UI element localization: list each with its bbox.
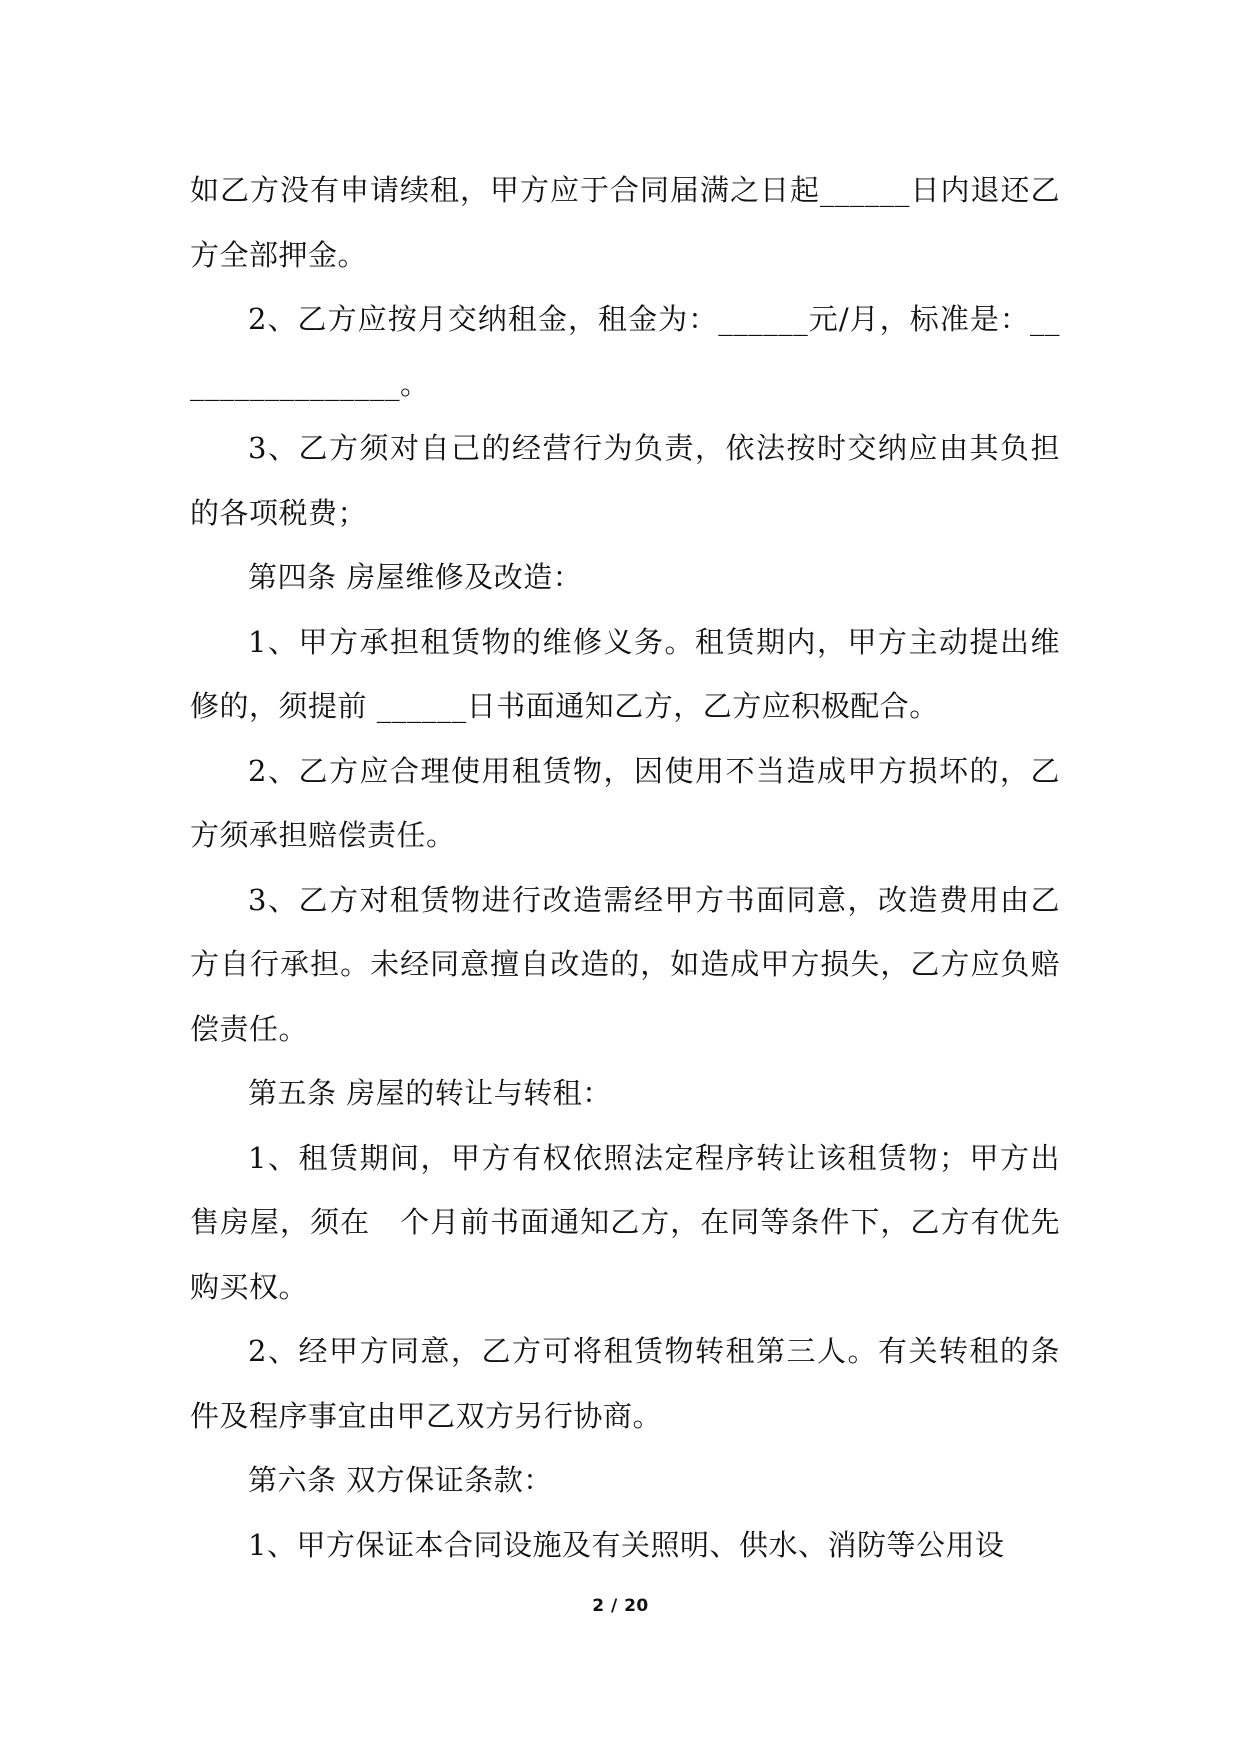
paragraph-sublease: 2、经甲方同意，乙方可将租赁物转租第三人。有关转租的条件及程序事宜由甲乙双方另行协商。 <box>190 1334 1060 1433</box>
document-body <box>190 158 1060 1577</box>
paragraph-proper-use: 2、乙方应合理使用租赁物，因使用不当造成甲方损坏的，乙方须承担赔偿责任。 <box>190 753 1060 852</box>
paragraph-maintenance-duty: 1、甲方承担租赁物的维修义务。租赁期内，甲方主动提出维修的，须提前 ______日书面通知乙方，乙方应积极配合。 <box>190 624 1060 723</box>
paragraph-tax-responsibility: 3、乙方须对自己的经营行为负责，依法按时交纳应由其负担的各项税费； <box>190 431 1060 530</box>
heading-article-six: 第六条 双方保证条款： <box>248 1463 553 1497</box>
heading-article-five: 第五条 房屋的转让与转租： <box>248 1076 612 1110</box>
paragraph-deposit-refund: 如乙方没有申请续租，甲方应于合同届满之日起______日内退还乙方全部押金。 <box>190 173 1060 272</box>
paragraph-renovation: 3、乙方对租赁物进行改造需经甲方书面同意，改造费用由乙方自行承担。未经同意擅自改造的，如造成甲方损失，乙方应负赔偿责任。 <box>190 882 1060 1046</box>
paragraph-transfer: 1、租赁期间，甲方有权依照法定程序转让该租赁物；甲方出售房屋，须在 个月前书面通知乙方，在同等条件下，乙方有优先购买权。 <box>190 1140 1060 1304</box>
paragraph-landlord-guarantee: 1、甲方保证本合同设施及有关照明、供水、消防等公用设 <box>248 1527 1005 1562</box>
page-number: 2 / 20 <box>592 1596 649 1616</box>
paragraph-monthly-rent: 2、乙方应按月交纳租金，租金为：______元/月，标准是：________________。 <box>190 302 1060 401</box>
heading-article-four: 第四条 房屋维修及改造： <box>248 560 583 594</box>
